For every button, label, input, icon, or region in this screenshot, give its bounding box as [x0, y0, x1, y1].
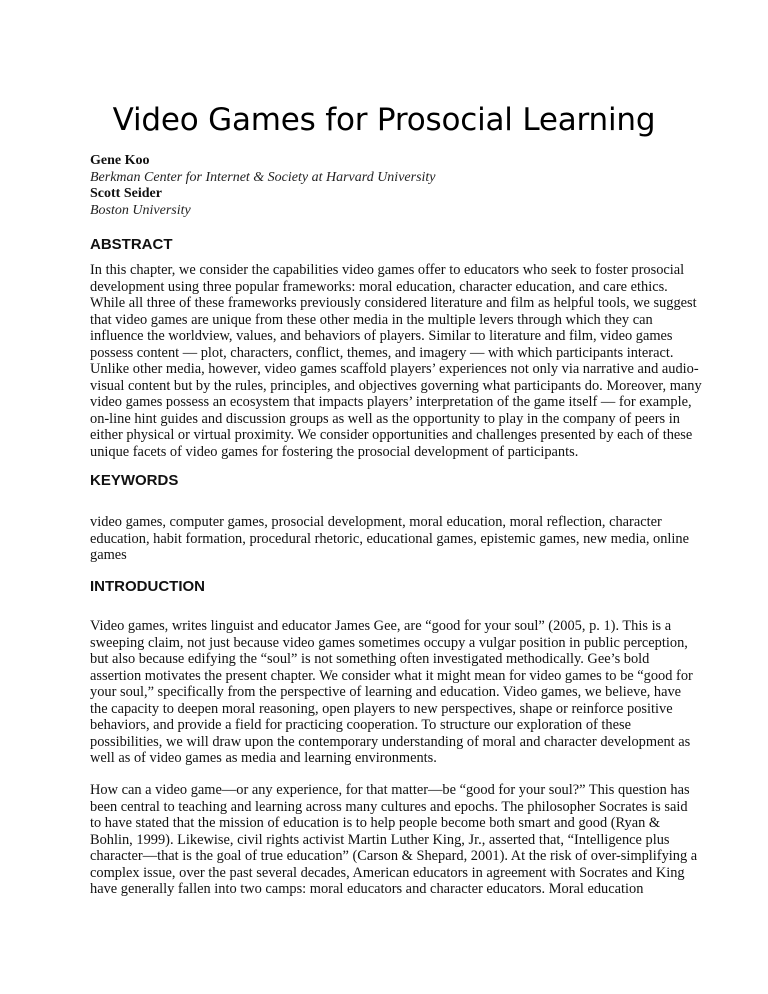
author-name: Gene Koo [90, 153, 150, 168]
text-line: that video games are unique from these other media in the multiple levers through which they can [90, 311, 653, 328]
text-line: While all three of these frameworks previously considered literature and film as helpful tools, we suggest [90, 295, 697, 311]
introduction-paragraph-2 [90, 782, 697, 898]
text-line: possibilities, we will draw upon the contemporary understanding of moral and character development as [90, 733, 691, 750]
text-line: How can a video game—or any experience, for that matter—be “good for your soul?” This question has [90, 782, 690, 798]
text-line: to have stated that the mission of education is to help people become both smart and good (Ryan & [90, 815, 661, 831]
text-line: either physical or virtual proximity. We consider opportunities and challenges presented by each of these [90, 427, 693, 443]
text-line: development using three popular frameworks: moral education, character education, and care ethics. [90, 278, 668, 295]
text-line: have generally fallen into two camps: moral educators and character educators. Moral education [90, 881, 644, 897]
text-line: Unlike other media, however, video games scaffold players’ experiences not only via narrative and audio- [90, 361, 699, 377]
keywords-paragraph [90, 514, 689, 564]
text-line: but also because edifying the “soul” is not something often investigated methodically. Gee’s bold [90, 651, 650, 667]
text-line: been central to teaching and learning across many cultures and epochs. The philosopher Socrates is said [90, 798, 688, 815]
text-line: Video games, writes linguist and educator James Gee, are “good for your soul” (2005, p. 1). This is a [90, 618, 672, 634]
introduction-heading: INTRODUCTION [90, 578, 205, 595]
abstract-paragraph [90, 262, 702, 460]
text-line: assertion motivates the present chapter. We consider what it might mean for video games to be “good for [90, 667, 693, 684]
text-line: video games, computer games, prosocial development, moral education, moral reflection, character [90, 514, 662, 530]
text-line: education, habit formation, procedural rhetoric, educational games, epistemic games, new media, online [90, 530, 689, 547]
text-line: unique facets of video games for fostering the prosocial development of participants. [90, 443, 579, 460]
author-affiliation: Berkman Center for Internet & Society at Harvard University [90, 169, 436, 185]
author-affiliation: Boston University [90, 202, 191, 218]
text-line: behaviors, and provide a field for practicing cooperation. To structure our exploration of these [90, 717, 631, 733]
keywords-heading: KEYWORDS [90, 472, 179, 489]
text-line: In this chapter, we consider the capabilities video games offer to educators who seek to foster prosocial [90, 262, 685, 278]
text-line: Bohlin, 1999). Likewise, civil rights activist Martin Luther King, Jr., asserted that, “Intelligence plus [90, 831, 670, 848]
document-title: Video Games for Prosocial Learning [112, 102, 656, 138]
author-block [90, 153, 436, 219]
text-line: possess content — plot, characters, conflict, themes, and imagery — with which participants interact. [90, 344, 674, 361]
text-line: on-line hint guides and discussion groups as well as the opportunity to play in the company of peers in [90, 410, 680, 427]
text-line: video games possess an ecosystem that impacts players’ interpretation of the game itself — for example, [90, 394, 692, 410]
author-name: Scott Seider [90, 186, 162, 201]
text-line: complex issue, over the past several decades, American educators in agreement with Socrates and King [90, 864, 685, 881]
text-line: character—that is the goal of true education” (Carson & Shepard, 2001). At the risk of over-simplifying a [90, 848, 698, 864]
abstract-heading: ABSTRACT [90, 236, 173, 253]
text-line: sweeping claim, not just because video games sometimes occupy a vulgar position in public perception, [90, 634, 688, 651]
text-line: games [90, 547, 127, 563]
introduction-paragraph-1 [90, 618, 693, 767]
text-line: well as of video games as media and learning environments. [90, 750, 437, 766]
text-line: your soul,” specifically from the perspective of learning and education. Video games, we believe, have [90, 684, 682, 700]
text-line: influence the worldview, values, and behaviors of players. Similar to literature and film, video games [90, 328, 673, 344]
text-line: the capacity to deepen moral reasoning, open players to new perspectives, shape or reinforce positive [90, 700, 673, 717]
text-line: visual content but by the rules, principles, and objectives governing what participants do. Moreover, many [90, 377, 702, 394]
